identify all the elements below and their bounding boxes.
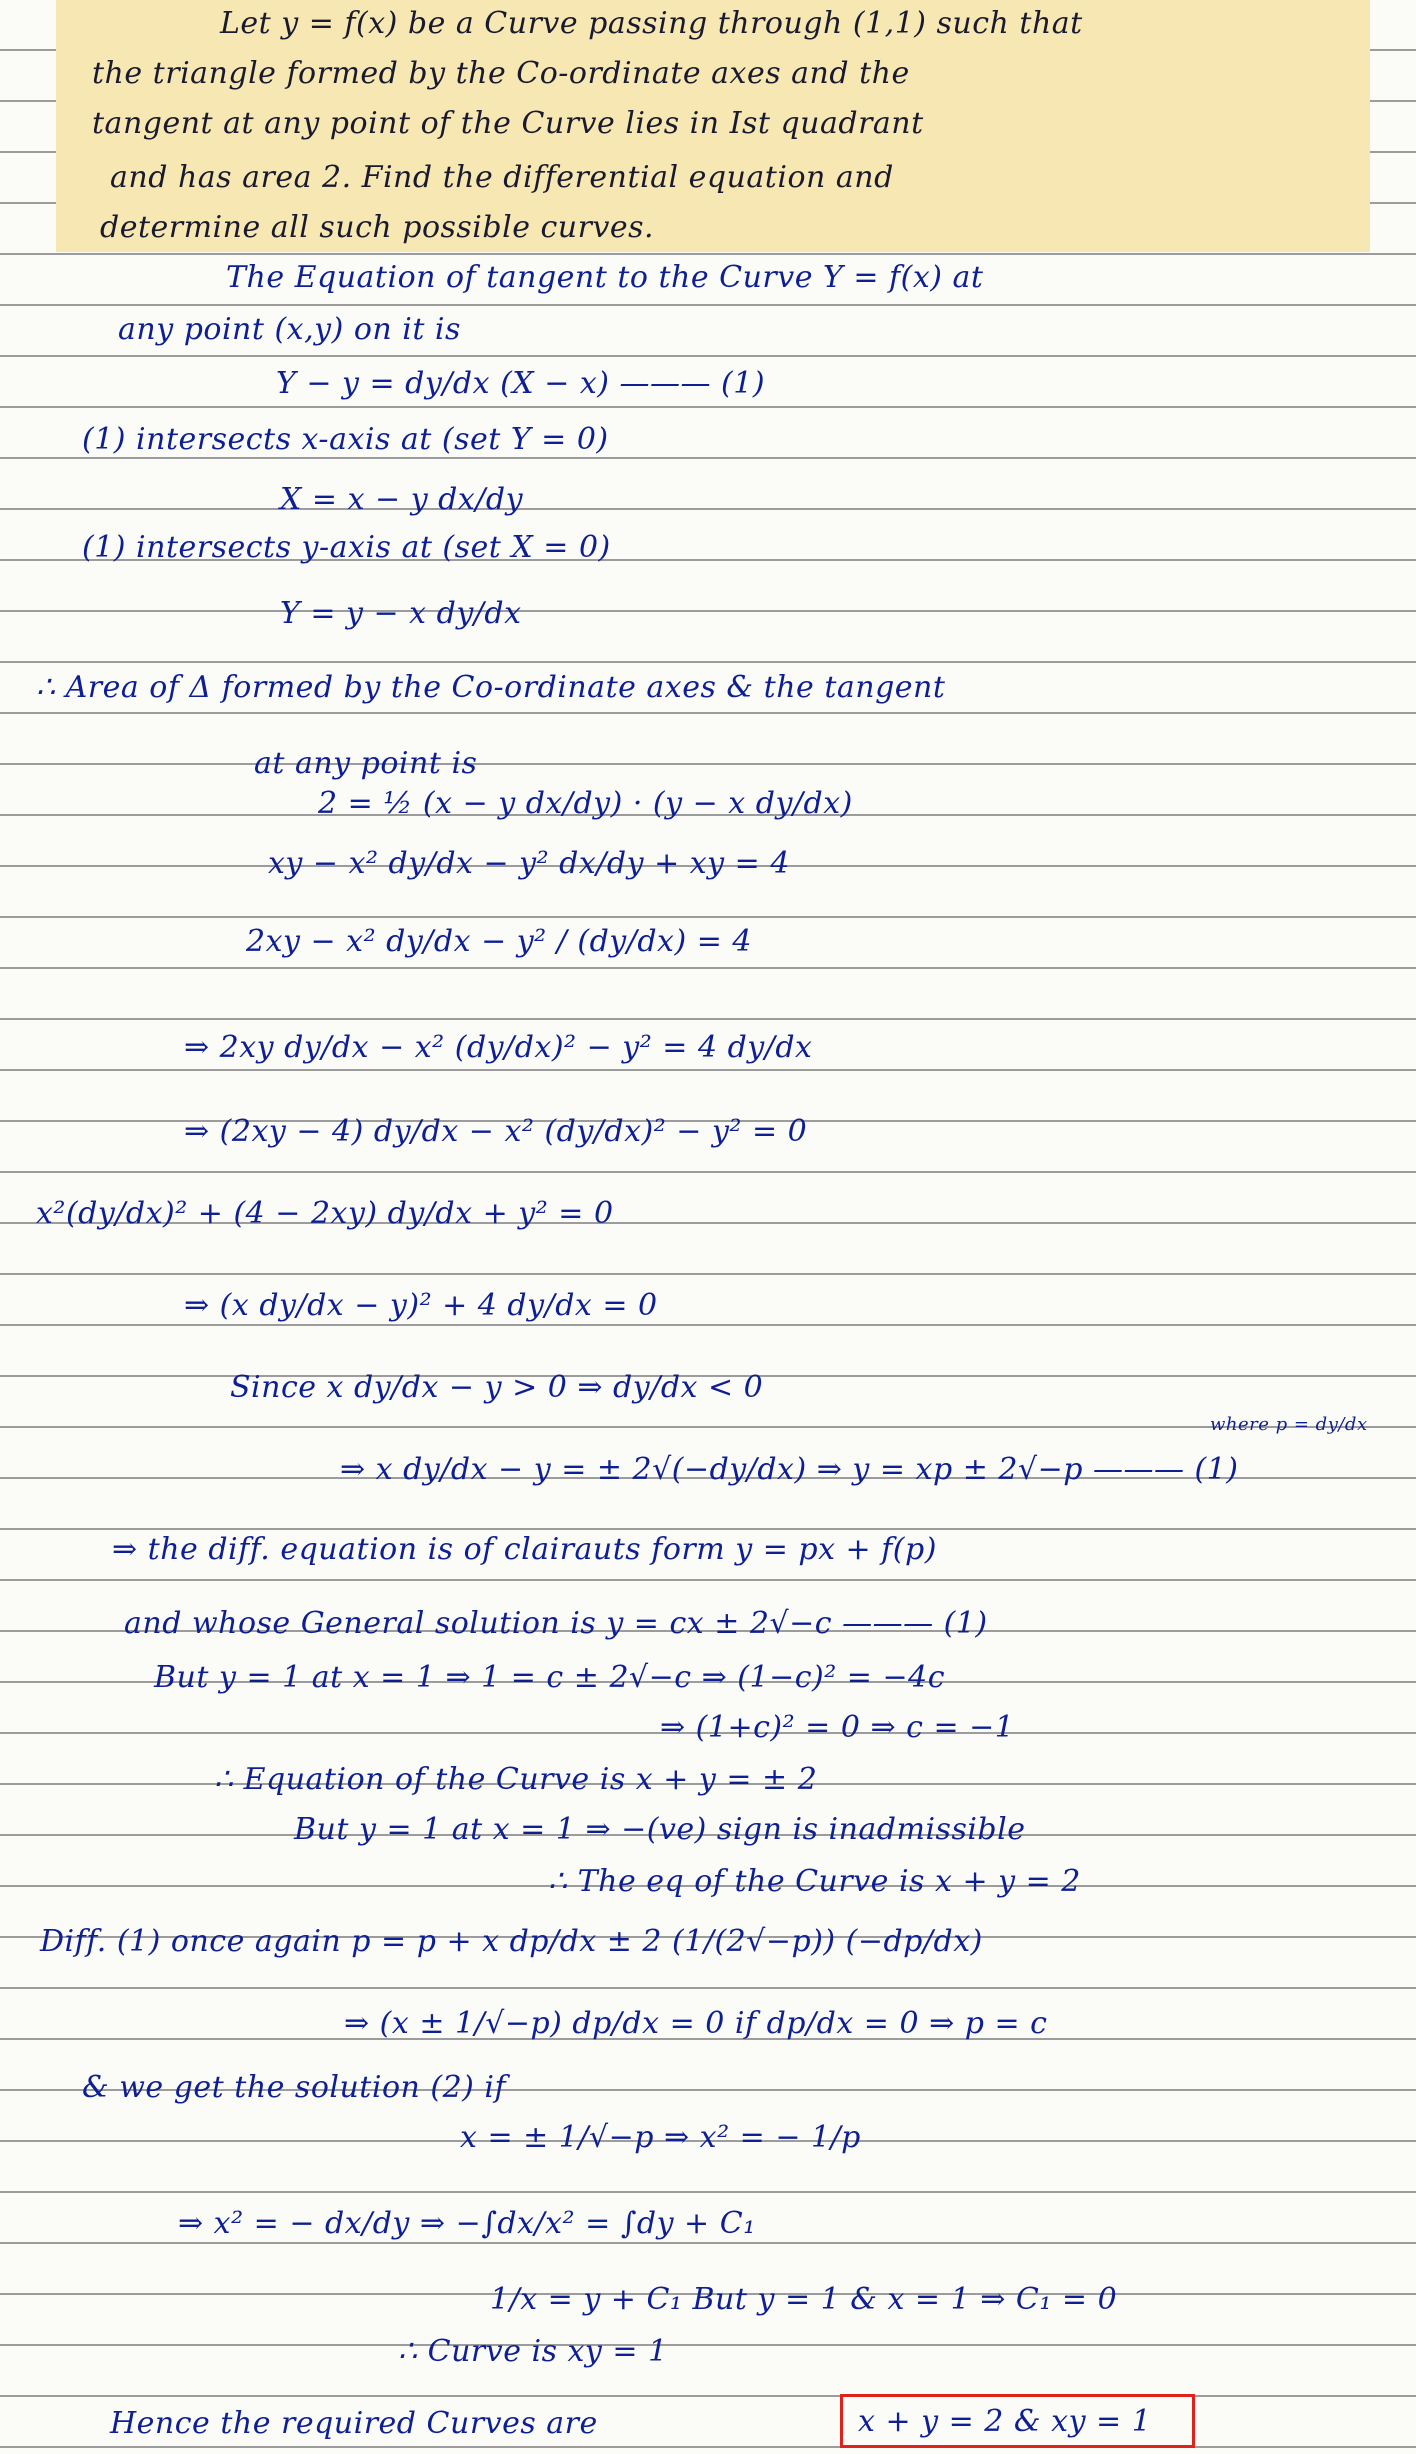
solution-line: ∴ The eq of the Curve is x + y = 2 [548,1864,1081,1899]
solution-line: But y = 1 at x = 1 ⇒ −(ve) sign is inadmissible [294,1812,1026,1847]
solution-line: x²(dy/dx)² + (4 − 2xy) dy/dx + y² = 0 [36,1196,614,1231]
conclusion-line: Hence the required Curves are [110,2406,598,2441]
solution-line: 2xy − x² dy/dx − y² / (dy/dx) = 4 [246,924,752,959]
solution-line: ⇒ x² = − dx/dy ⇒ −∫dx/x² = ∫dy + C₁ [178,2206,756,2241]
question-line: determine all such possible curves. [100,210,655,245]
solution-line: Diff. (1) once again p = p + x dp/dx ± 2 (1/(2√−p)) (−dp/dx) [40,1924,983,1959]
solution-line: ⇒ the diff. equation is of clairauts form y = px + f(p) [112,1532,937,1567]
area-equation: 2 = ½ (x − y dx/dy) · (y − x dy/dx) [318,786,853,821]
question-line: the triangle formed by the Co-ordinate axes and the [92,56,910,91]
tangent-equation: Y − y = dy/dx (X − x) ——— (1) [276,366,766,401]
question-line: Let y = f(x) be a Curve passing through (1,1) such that [220,6,1083,41]
solution-line: Y = y − x dy/dx [280,596,522,631]
solution-note: where p = dy/dx [1210,1414,1368,1435]
solution-line: ⇒ (x dy/dx − y)² + 4 dy/dx = 0 [184,1288,658,1323]
solution-line: 1/x = y + C₁ But y = 1 & x = 1 ⇒ C₁ = 0 [490,2282,1118,2317]
solution-line: Since x dy/dx − y > 0 ⇒ dy/dx < 0 [230,1370,764,1405]
solution-line: X = x − y dx/dy [280,482,524,517]
solution-line: ⇒ (1+c)² = 0 ⇒ c = −1 [660,1710,1015,1745]
solution-line: ∴ Area of Δ formed by the Co-ordinate axes & the tangent [36,670,946,705]
question-line: tangent at any point of the Curve lies in Ist quadrant [92,106,924,141]
solution-line: ∴ Equation of the Curve is x + y = ± 2 [214,1762,818,1797]
solution-line: at any point is [254,746,478,781]
final-answer: x + y = 2 & xy = 1 [858,2404,1152,2439]
solution-line: (1) intersects y-axis at (set X = 0) [82,530,611,565]
solution-line: ⇒ 2xy dy/dx − x² (dy/dx)² − y² = 4 dy/dx [184,1030,813,1065]
solution-line: ⇒ (2xy − 4) dy/dx − x² (dy/dx)² − y² = 0 [184,1114,808,1149]
solution-line: ∴ Curve is xy = 1 [398,2334,668,2369]
solution-line: ⇒ (x ± 1/√−p) dp/dx = 0 if dp/dx = 0 ⇒ p = c [344,2006,1048,2041]
solution-line: But y = 1 at x = 1 ⇒ 1 = c ± 2√−c ⇒ (1−c)² = −4c [154,1660,945,1695]
solution-line: any point (x,y) on it is [118,312,461,347]
question-line: and has area 2. Find the differential equation and [110,160,894,195]
solution-line: ⇒ x dy/dx − y = ± 2√(−dy/dx) ⇒ y = xp ± 2√−p ——— (1) [340,1452,1239,1487]
solution-line: xy − x² dy/dx − y² dx/dy + xy = 4 [268,846,790,881]
solution-line: x = ± 1/√−p ⇒ x² = − 1/p [460,2120,861,2155]
solution-line: and whose General solution is y = cx ± 2√−c ——— (1) [124,1606,988,1641]
solution-line: (1) intersects x-axis at (set Y = 0) [82,422,609,457]
solution-line: & we get the solution (2) if [82,2070,507,2105]
solution-line: The Equation of tangent to the Curve Y = f(x) at [226,260,984,295]
